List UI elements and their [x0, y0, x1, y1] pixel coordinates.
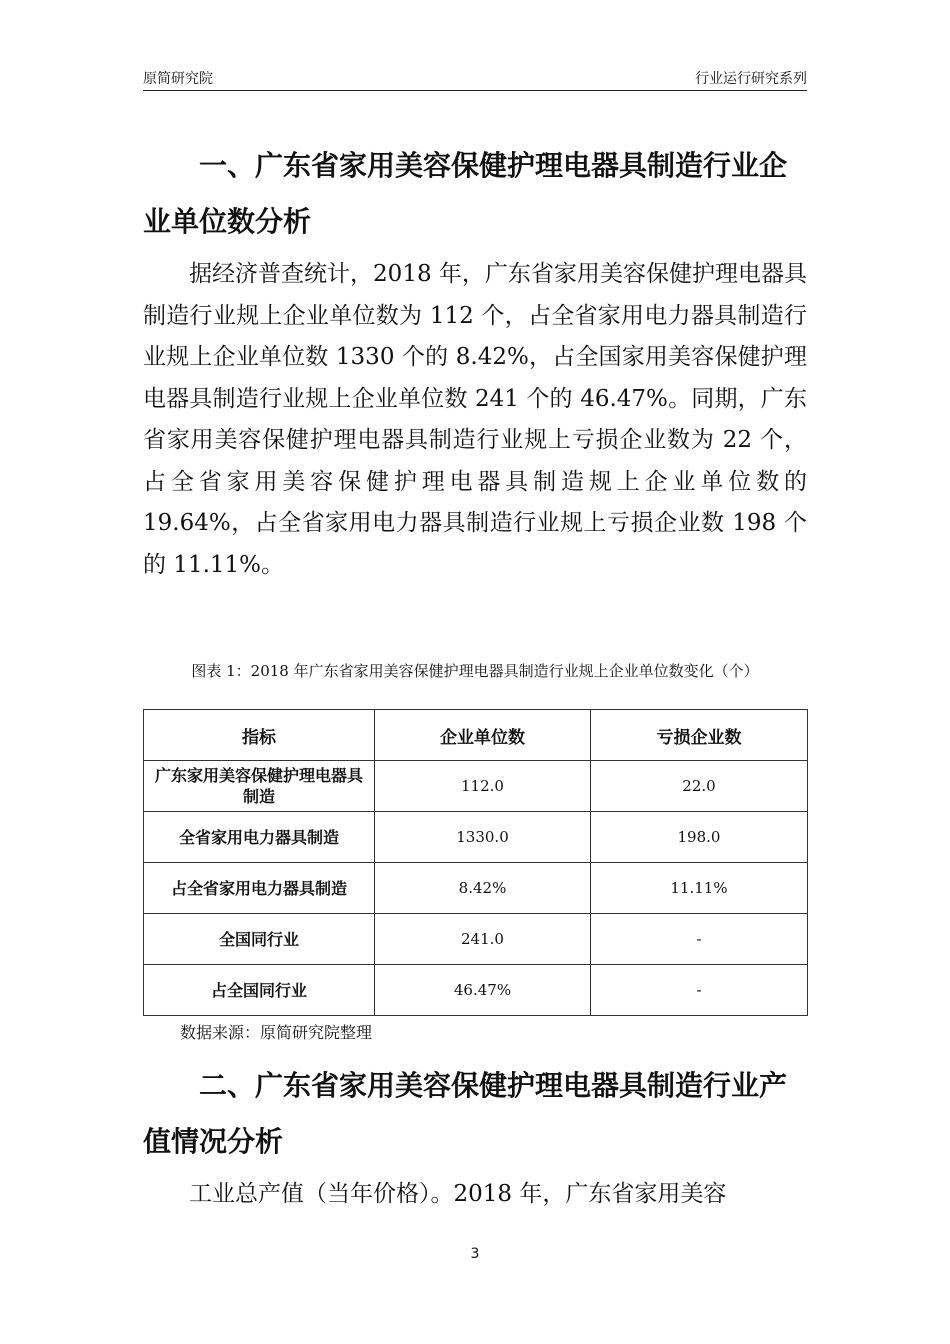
cell-units: 241.0 [375, 914, 591, 965]
table-caption: 图表 1：2018 年广东省家用美容保健护理电器具制造行业规上企业单位数变化（个） [191, 662, 759, 680]
page-header [143, 64, 807, 91]
row-label: 占全省家用电力器具制造 [144, 863, 375, 914]
cell-loss: 22.0 [591, 761, 808, 812]
col-header-loss: 亏损企业数 [591, 710, 808, 761]
row-label: 占全国同行业 [144, 965, 375, 1016]
table-header-row [144, 710, 808, 761]
section2-paragraph: 工业总产值（当年价格）。2018 年，广东省家用美容 [189, 1181, 727, 1207]
row-label: 全省家用电力器具制造 [144, 812, 375, 863]
table-row [144, 761, 808, 812]
header-org-name: 原简研究院 [143, 71, 213, 87]
cell-units: 112.0 [375, 761, 591, 812]
col-header-units: 企业单位数 [375, 710, 591, 761]
table-row [144, 812, 808, 863]
table-row [144, 863, 808, 914]
cell-loss: - [591, 914, 808, 965]
section1-title: 一、广东省家用美容保健护理电器具制造行业企业单位数分析 [143, 149, 788, 238]
section2-title: 二、广东省家用美容保健护理电器具制造行业产值情况分析 [143, 1069, 788, 1158]
col-header-indicator: 指标 [144, 710, 375, 761]
page-number: 3 [470, 1246, 480, 1262]
header-series-name: 行业运行研究系列 [695, 71, 807, 87]
table-row [144, 914, 808, 965]
cell-loss: 11.11% [591, 863, 808, 914]
cell-units: 8.42% [375, 863, 591, 914]
enterprise-count-table [143, 709, 808, 1016]
cell-loss: - [591, 965, 808, 1016]
table-source-note: 数据来源：原简研究院整理 [180, 1023, 373, 1042]
cell-units: 1330.0 [375, 812, 591, 863]
cell-units: 46.47% [375, 965, 591, 1016]
row-label: 广东家用美容保健护理电器具制造 [144, 761, 375, 812]
section1-paragraph: 据经济普查统计，2018 年，广东省家用美容保健护理电器具制造行业规上企业单位数为 112 个，占全省家用电力器具制造行业规上企业单位数 1330 个的 8.42%，占全国家用美容保健护理电器具制造行业规上企业单位数 241 个的 46.47%。同期，广东省家用美容保健护理电器具制造行业规上亏损企业数为 22 个，占全省家用美容保健护理电器具制造规上企业单位数的 19.64%，占全省家用电力器具制造行业规上亏损企业数 198 个的 11.11%。 [143, 261, 807, 578]
row-label: 全国同行业 [144, 914, 375, 965]
table-row [144, 965, 808, 1016]
cell-loss: 198.0 [591, 812, 808, 863]
